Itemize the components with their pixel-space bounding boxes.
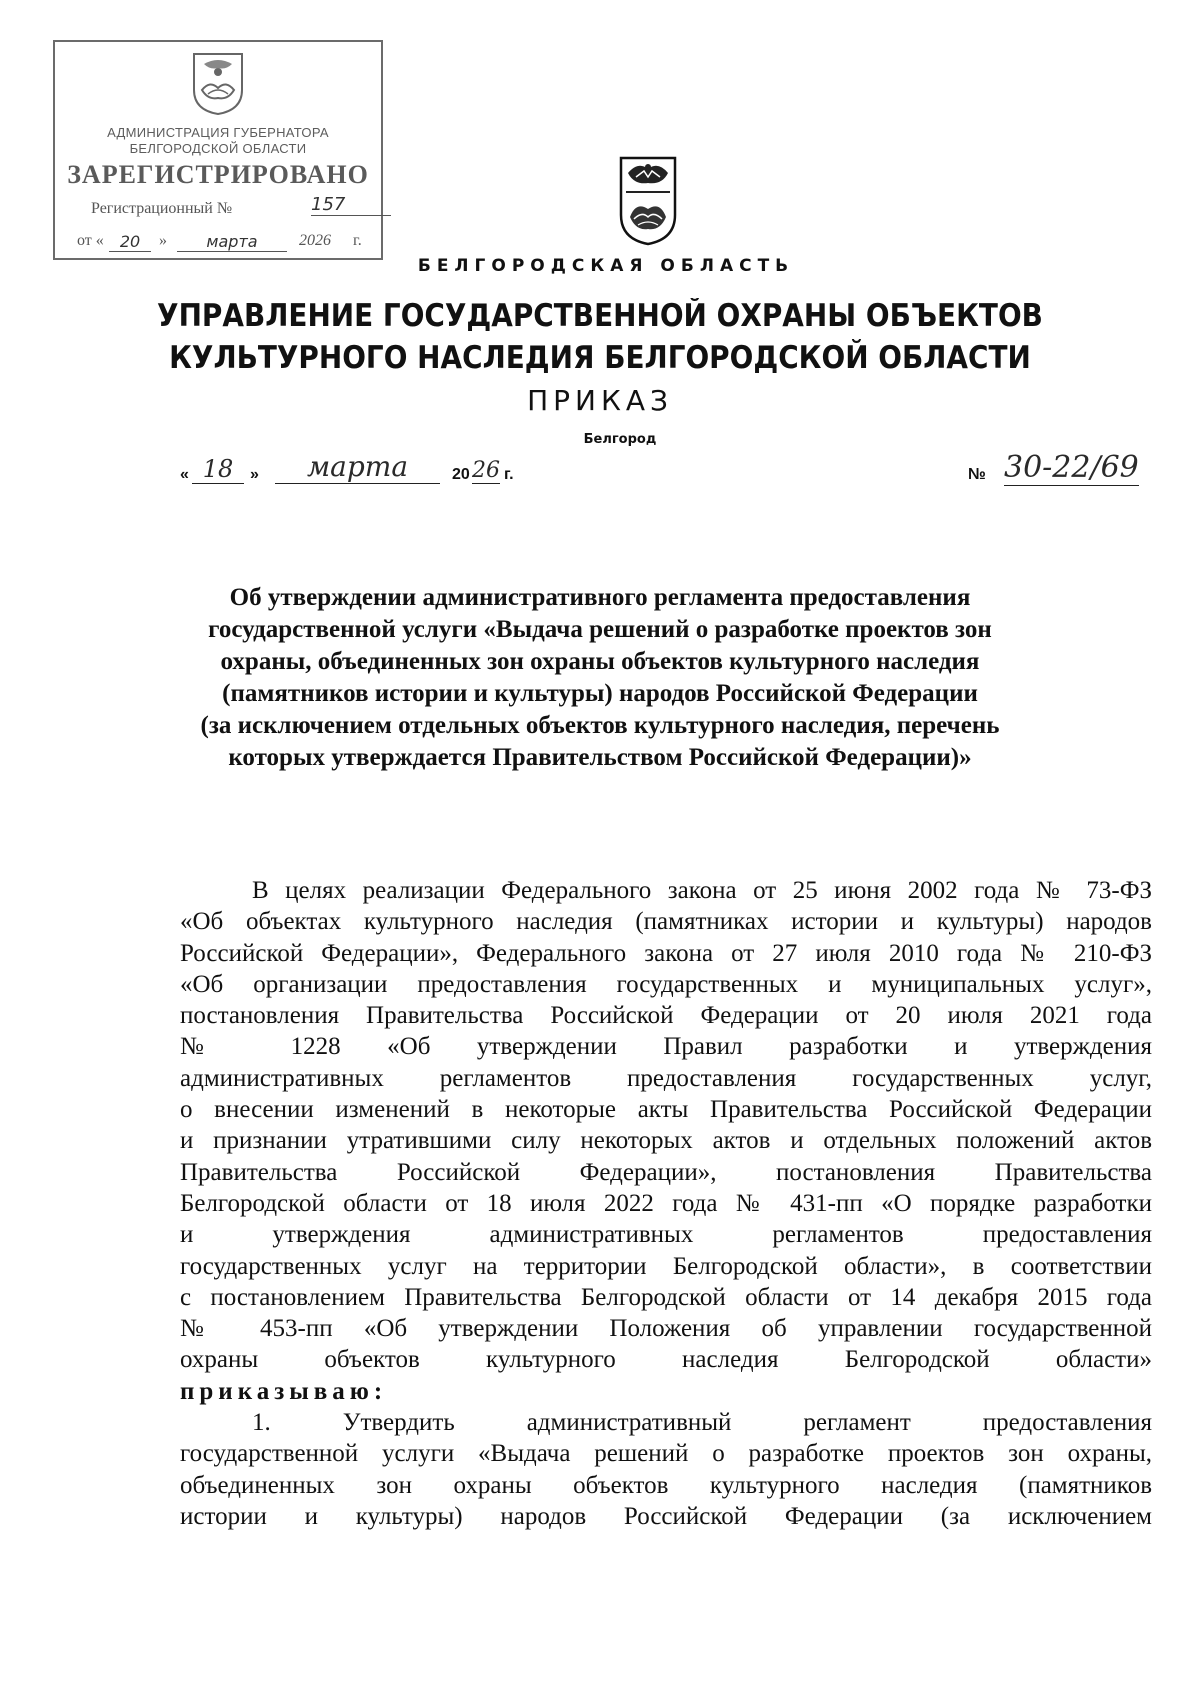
registration-stamp: [53, 40, 383, 260]
stamp-org-line1: АДМИНИСТРАЦИЯ ГУБЕРНАТОРА: [107, 125, 329, 140]
stamp-date-day: 20: [109, 232, 151, 252]
body-line: с постановлением Правительства Белгородской области от 14 декабря 2015 года: [180, 1283, 1152, 1311]
stamp-date-month: марта: [177, 232, 287, 252]
stamp-date-prefix: от «: [77, 232, 104, 249]
document-body: [180, 875, 1152, 1532]
body-line: государственной услуги «Выдача решений о разработке проектов зон охраны,: [180, 1440, 1152, 1468]
stamp-status: ЗАРЕГИСТРИРОВАНО: [67, 160, 369, 189]
body-line: № 1228 «Об утверждении Правил разработки и утверждения: [180, 1033, 1152, 1061]
coat-of-arms-icon: [618, 155, 678, 247]
stamp-reg-label: Регистрационный №: [91, 200, 233, 217]
date-day: 18: [192, 455, 244, 484]
title-line: (памятников истории и культуры) народов Российской Федерации: [222, 680, 978, 707]
stamp-reg-number: 157: [311, 194, 391, 216]
body-line: объединенных зон охраны объектов культурного наследия (памятников: [180, 1471, 1152, 1499]
stamp-date: [77, 232, 377, 256]
authority-line-1: УПРАВЛЕНИЕ ГОСУДАРСТВЕННОЙ ОХРАНЫ ОБЪЕКТОВ: [157, 298, 1043, 334]
body-line: государственных услуг на территории Белгородской области», в соответствии: [180, 1252, 1152, 1280]
authority-line-2: КУЛЬТУРНОГО НАСЛЕДИЯ БЕЛГОРОДСКОЙ ОБЛАСТИ: [169, 340, 1031, 376]
stamp-org-line2: БЕЛГОРОДСКОЙ ОБЛАСТИ: [129, 141, 307, 156]
date-year-prefix: 20: [452, 466, 470, 483]
body-line: Российской Федерации», Федерального закона от 27 июля 2010 года № 210-ФЗ: [180, 939, 1152, 967]
body-line: о внесении изменений в некоторые акты Правительства Российской Федерации: [180, 1096, 1152, 1124]
title-line: охраны, объединенных зон охраны объектов культурного наследия: [220, 648, 980, 675]
title-line: (за исключением отдельных объектов культурного наследия, перечень: [200, 712, 1000, 739]
body-line: и признании утратившими силу некоторых актов и отдельных положений актов: [180, 1127, 1152, 1155]
body-line: «Об организации предоставления государственных и муниципальных услуг»,: [180, 970, 1152, 998]
date-quote-open: «: [180, 466, 189, 483]
body-line: постановления Правительства Российской Федерации от 20 июля 2021 года: [180, 1002, 1152, 1030]
date-year-end: г.: [504, 466, 514, 483]
body-line: № 453-пп «Об утверждении Положения об управлении государственной: [180, 1315, 1152, 1343]
order-number-label: №: [968, 466, 986, 483]
order-directive: приказываю:: [180, 1377, 388, 1405]
order-date: [180, 452, 580, 492]
body-line: административных регламентов предоставления государственных услуг,: [180, 1064, 1152, 1092]
date-month: марта: [275, 450, 440, 484]
body-line: охраны объектов культурного наследия Белгородской области»: [180, 1346, 1152, 1374]
date-quote-close: »: [250, 466, 259, 483]
title-line: государственной услуги «Выдача решений о разработке проектов зон: [208, 616, 992, 643]
stamp-date-suffix: г.: [353, 232, 362, 249]
body-line: В целях реализации Федерального закона от 25 июня 2002 года № 73-ФЗ: [252, 877, 1152, 904]
body-line: Правительства Российской Федерации», постановления Правительства: [180, 1158, 1152, 1186]
authority-name: [60, 295, 1140, 379]
city-name: Белгород: [583, 432, 657, 447]
body-line: Белгородской области от 18 июля 2022 года № 431-пп «О порядке разработки: [180, 1189, 1152, 1217]
body-line: 1. Утвердить административный регламент предоставления: [252, 1409, 1152, 1437]
title-line: Об утверждении административного регламента предоставления: [229, 584, 971, 611]
body-line: истории и культуры) народов Российской Федерации (за исключением: [180, 1502, 1152, 1530]
body-line: и утверждения административных регламентов предоставления: [180, 1221, 1152, 1249]
date-year: 26: [472, 458, 500, 483]
stamp-date-mid: »: [159, 232, 167, 249]
document-title: [160, 582, 1040, 774]
document-type: ПРИКАЗ: [527, 384, 673, 417]
order-number: [968, 452, 1168, 492]
coat-of-arms-icon: [190, 50, 246, 116]
body-line: «Об объектах культурного наследия (памятниках истории и культуры) народов: [180, 908, 1152, 936]
region-name: БЕЛГОРОДСКАЯ ОБЛАСТЬ: [417, 256, 795, 276]
title-line: которых утверждается Правительством Российской Федерации)»: [228, 744, 972, 771]
order-number-value: 30-22/69: [1004, 450, 1139, 485]
stamp-date-year: 2026: [299, 232, 331, 249]
